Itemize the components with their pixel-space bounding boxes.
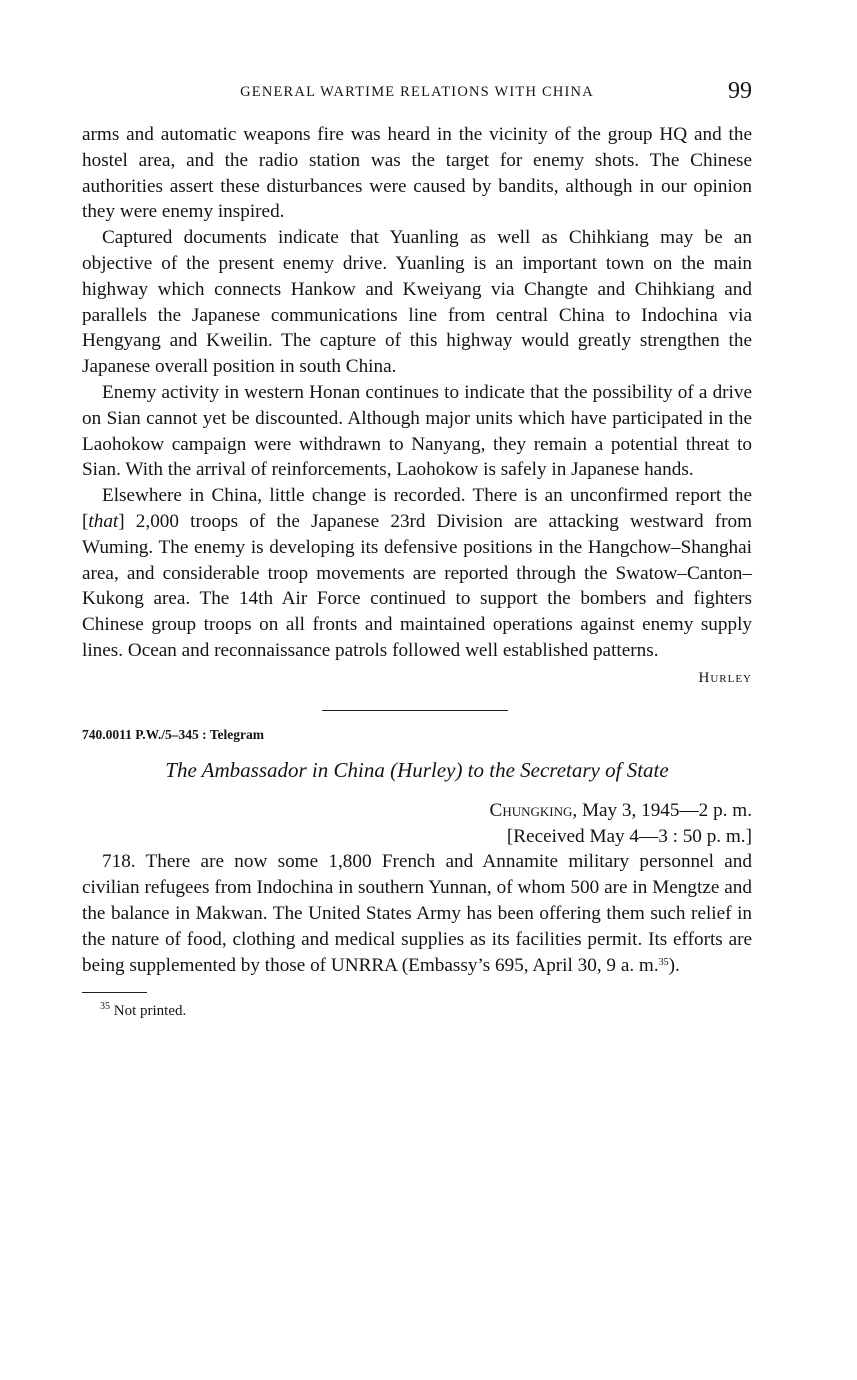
footnote [82, 1003, 752, 1020]
telegram-ending: ). [668, 954, 680, 976]
footnote-divider [82, 992, 147, 993]
signature: Hurley [698, 669, 752, 686]
footnote-reference: 35 [658, 956, 669, 968]
dateline [82, 798, 752, 824]
paragraph-elsewhere [82, 483, 752, 664]
file-reference: 740.0011 P.W./5–345 : Telegram [82, 726, 265, 742]
main-body [82, 122, 752, 687]
heading-part-1: The Ambassador in China ( [165, 757, 398, 782]
paragraph-honan: Enemy activity in western Honan continues to indicate that the possibility of a drive on Sian cannot yet be discounted. Although major units which have participated in the Laohokow campaign were withdrawn to Nanyang, they remain a potential threat to Sian. With the arrival of reinforcements, Laohokow is safely in Japanese hands. [82, 381, 752, 481]
footnote-marker: 35 [100, 1001, 110, 1013]
document-page [82, 76, 752, 1020]
footnote-text: Not printed. [113, 1003, 187, 1020]
heading-name: Hurley [397, 757, 456, 782]
heading-part-3: ) to the Secretary of State [455, 757, 669, 782]
telegram-paragraph [82, 849, 752, 978]
dateline-place: Chungking [489, 799, 573, 821]
paragraph-elsewhere-after: ] 2,000 troops of the Japanese 23rd Division are attacking westward from Wuming. The enemy is developing its defensive positions in the Hangchow–Shanghai area, and considerable troop movements are reported through the Swatow–Canton–Kukong area. The 14th Air Force continued to support the bombers and fighters Chinese group troops on all fronts and maintained operations against enemy supply lines. Ocean and reconnaissance patrols followed well established patterns. [82, 510, 752, 661]
document-heading [82, 757, 752, 783]
dateline-date: , May 3, 1945—2 p. m. [572, 799, 752, 821]
paragraph-yuanling: Captured documents indicate that Yuanling as well as Chihkiang may be an objective of the present enemy drive. Yuanling is an important town on the main highway which connects Hankow and Kweiyang via Changte and Chihkiang and parallels the Japanese communications line from central China to Indochina via Hengyang and Kweilin. The capture of this highway would greatly strengthen the Japanese overall position in south China. [82, 227, 752, 378]
paragraph-continued: arms and automatic weapons fire was heard in the vicinity of the group HQ and the hostel area, and the radio station was the target for enemy shots. The Chinese authorities assert these disturbances were caused by bandits, although in our opinion they were enemy inspired. [82, 124, 752, 223]
section-divider [322, 710, 508, 711]
telegram-text: 718. There are now some 1,800 French and Annamite military personnel and civilian refugees from Indochina in southern Yunnan, of whom 500 are in Mengtze and the balance in Makwan. The United States Army has been offering them such relief in the nature of food, clothing and medical supplies as its facilities permit. Its efforts are being supplemented by those of UNRRA (Embassy’s 695, April 30, 9 a. m. [82, 851, 752, 976]
telegram-body [82, 849, 752, 978]
running-header [82, 76, 752, 108]
running-title: GENERAL WARTIME RELATIONS WITH CHINA [240, 84, 594, 100]
editorial-insertion: that [88, 510, 119, 532]
page-number: 99 [728, 78, 752, 104]
received-line: [Received May 4—3 : 50 p. m.] [506, 825, 752, 847]
paragraph-elsewhere-before: Elsewhere in China, little change is recorded. There is an unconfirmed report the [ [82, 485, 752, 532]
